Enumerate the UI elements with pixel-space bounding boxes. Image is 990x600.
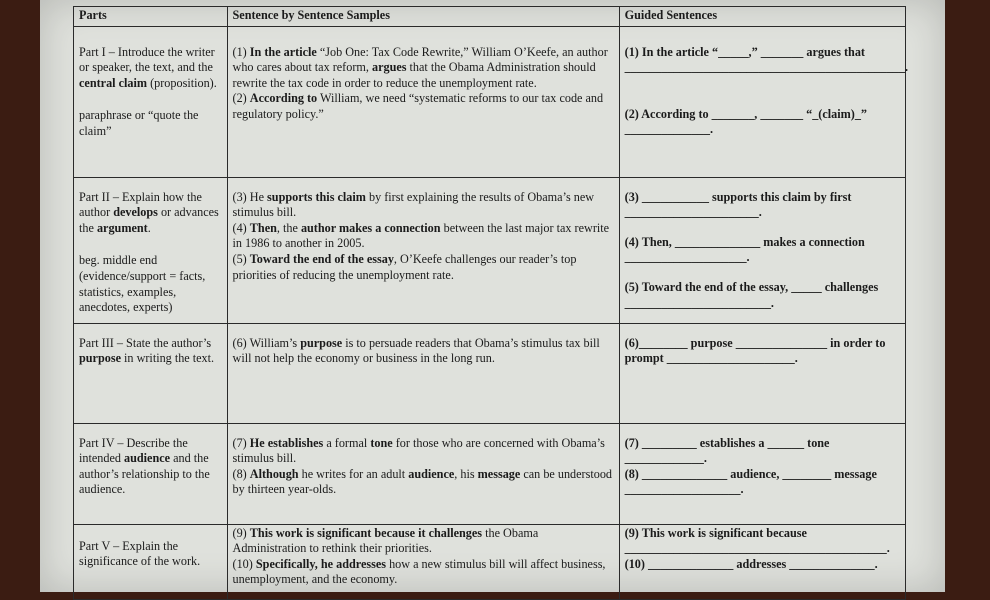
guided-sentence-2: (2) According to _______, _______ “_(claim)_” ______________. (624, 106, 868, 137)
header-samples: Sentence by Sentence Samples (227, 7, 619, 27)
guided-sentence-1: (1) In the article “_____,” _______ argues that ______________________________________________. (624, 44, 909, 75)
guided-cell (619, 26, 909, 177)
samples-cell: (3) He supports this claim by first explaining the results of Obama’s new stimulus bill. (4) Then, the author makes a connection between the last major tax rewrite in 1986 to another in 2005. (5) Toward the end of the essay, O’Keefe challenges our reader’s top priorities of reducing the unemployment rate. (227, 177, 619, 323)
parts-note: beg. middle end (evidence/support = facts, statistics, examples, anecdotes, experts) (79, 253, 206, 315)
guided-cell (619, 524, 905, 599)
guided-sentence-7: (7) _________ establishes a ______ tone _____________. (624, 435, 830, 466)
samples-cell: (1) In the article “Job One: Tax Code Rewrite,” William O’Keefe, an author who cares about tax reform, argues that the Obama Administration should rewrite the tax code in order to reduce the unemployment rate. (2) According to William, we need “systematic reforms to our tax code and regulatory policy.” (227, 26, 619, 177)
guided-sentence-10: (10) ______________ addresses ______________. (624, 556, 878, 571)
table-row-part-1 (74, 26, 906, 177)
samples-cell: (7) He establishes a formal tone for those who are concerned with Obama’s stimulus bill. (8) Although he writes for an adult audience, his message can be understood by thirteen year-olds. (227, 423, 619, 524)
table-row-part-5 (74, 524, 906, 599)
table-row-part-3 (74, 323, 906, 423)
guided-cell (619, 177, 905, 323)
parts-cell: Part I – Introduce the writer or speaker, the text, and the central claim (proposition). paraphrase or “quote the claim” (74, 26, 228, 177)
parts-cell: Part III – State the author’s purpose in writing the text. (74, 323, 228, 423)
guided-sentence-5: (5) Toward the end of the essay, _____ challenges ________________________. (624, 279, 879, 310)
guided-sentence-4: (4) Then, ______________ makes a connection ____________________. (624, 234, 865, 265)
guided-cell (619, 423, 905, 524)
guided-sentence-8: (8) ______________ audience, ________ message ___________________. (624, 466, 877, 497)
parts-cell: Part V – Explain the significance of the work. (74, 524, 228, 599)
guided-cell (619, 323, 905, 423)
rhetorical-precis-table (73, 6, 909, 600)
parts-cell: Part II – Explain how the author develops or advances the argument. beg. middle end (evidence/support = facts, statistics, examples, anecdotes, experts) (74, 177, 228, 323)
parts-cell: Part IV – Describe the intended audience and the author’s relationship to the audience. (74, 423, 228, 524)
guided-sentence-9: (9) This work is significant because ___________________________________________. (624, 525, 890, 556)
parts-note: paraphrase or “quote the claim” (79, 108, 199, 138)
samples-cell: (9) This work is significant because it challenges the Obama Administration to rethink their priorities. (10) Specifically, he addresses how a new stimulus bill will affect business, unemployment, and the economy. (227, 524, 619, 599)
guided-sentence-3: (3) ___________ supports this claim by first ______________________. (624, 189, 852, 220)
guided-sentence-6: (6)________ purpose _______________ in order to prompt _____________________. (624, 335, 886, 366)
header-parts: Parts (74, 7, 228, 27)
table-row-part-4 (74, 423, 906, 524)
samples-cell: (6) William’s purpose is to persuade readers that Obama’s stimulus tax bill will not help the economy or business in the long run. (227, 323, 619, 423)
table-header-row (74, 7, 906, 27)
header-guided: Guided Sentences (619, 7, 905, 27)
table-row-part-2 (74, 177, 906, 323)
